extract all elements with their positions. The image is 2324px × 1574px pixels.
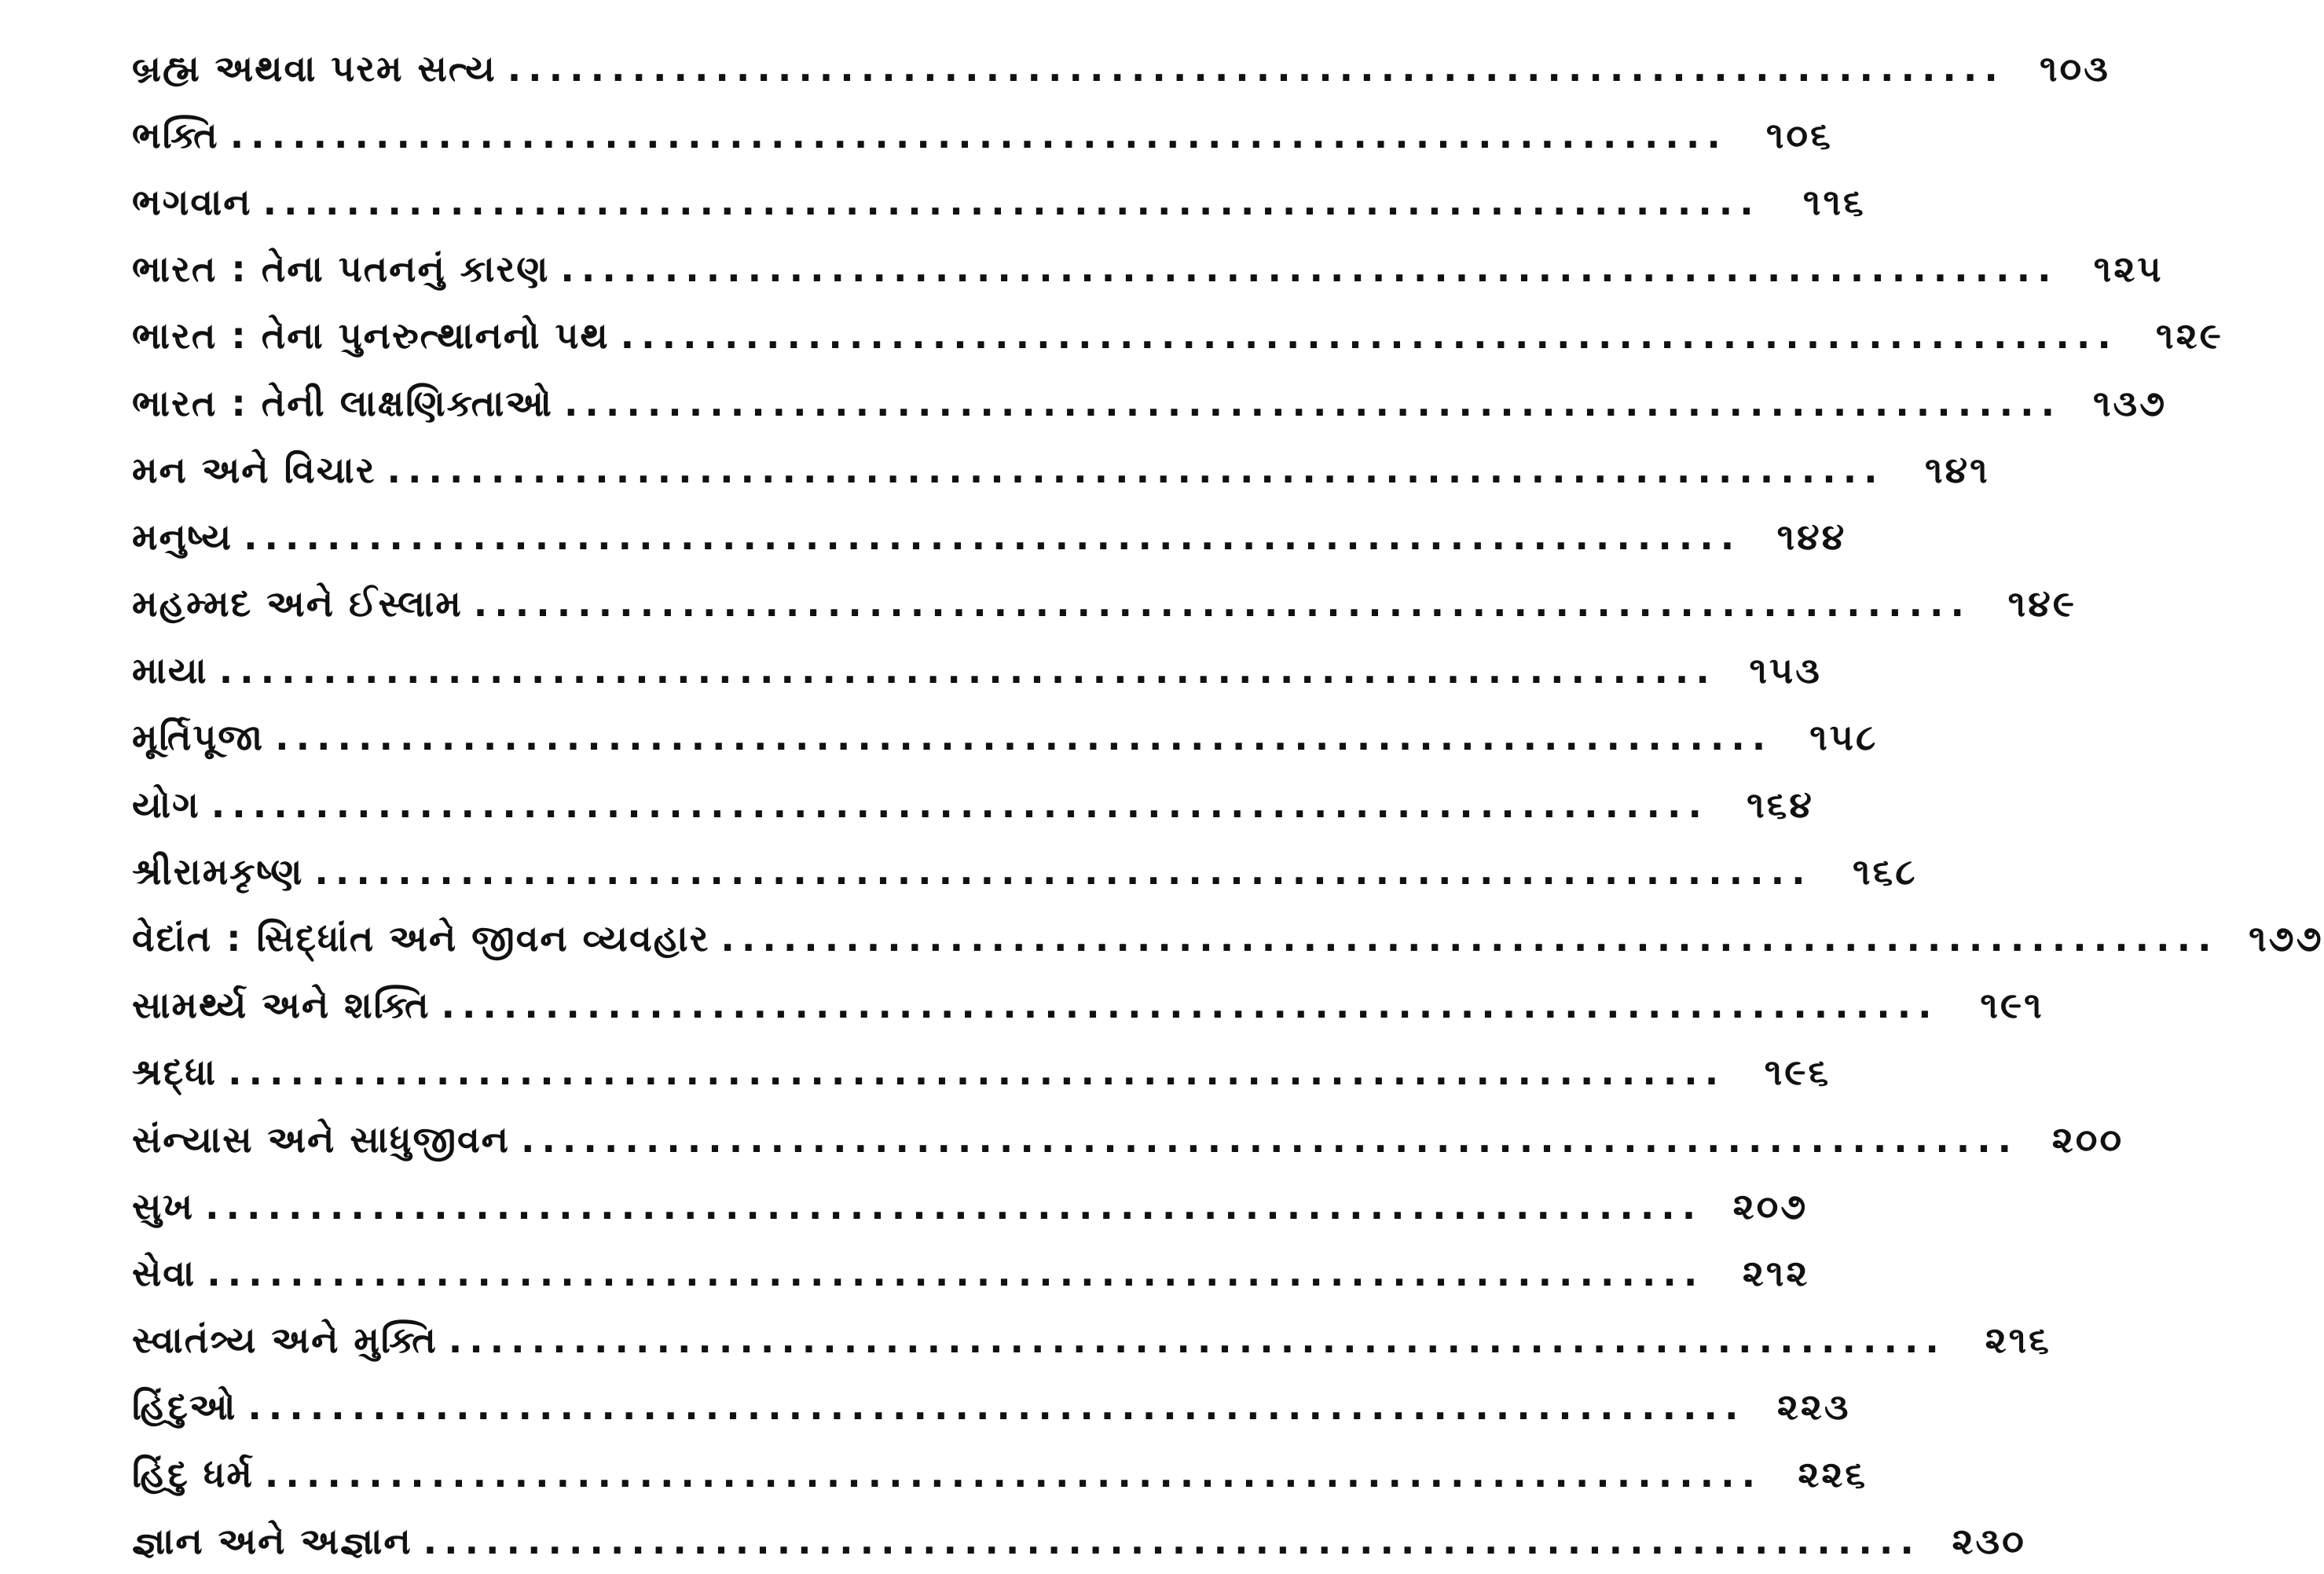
toc-entry-page: ૧૩૭ bbox=[2092, 381, 2168, 424]
toc-entry bbox=[132, 1374, 1851, 1440]
dot-leader: ........................................................................ bbox=[207, 1251, 1705, 1294]
toc-entry bbox=[132, 637, 1822, 704]
toc-entry bbox=[132, 1440, 1868, 1507]
toc-entry-page: ૧૬૪ bbox=[1747, 783, 1814, 826]
toc-entry-page: ૧૨૫ bbox=[2093, 248, 2164, 291]
toc-entry-page: ૧૦૩ bbox=[2039, 46, 2110, 90]
toc-entry-title: ભારત : તેના પુનરુત્થાનનો પથ bbox=[132, 314, 610, 358]
toc-entry bbox=[132, 436, 1990, 503]
toc-entry-title: મહમ્મદ અને ઈસ્લામ bbox=[132, 582, 463, 626]
toc-entry bbox=[132, 904, 2324, 971]
toc-entry bbox=[132, 503, 1847, 570]
toc-entry-page: ૨૩૦ bbox=[1952, 1519, 2026, 1562]
toc-entry bbox=[132, 704, 1879, 771]
toc-entry-page: ૨૦૦ bbox=[2051, 1117, 2124, 1161]
dot-leader: ........................................................................ bbox=[218, 649, 1717, 692]
toc-entry-title: યોગ bbox=[132, 783, 200, 826]
toc-entry-page: ૨૦૭ bbox=[1732, 1184, 1809, 1227]
toc-entry bbox=[132, 1172, 1809, 1239]
dot-leader: ........................................................................ bbox=[560, 248, 2058, 291]
dot-leader: ........................................................................ bbox=[229, 113, 1728, 156]
toc-entry-page: ૨૨૬ bbox=[1798, 1452, 1868, 1495]
toc-entry-title: જ્ઞાન અને અજ્ઞાન bbox=[132, 1519, 412, 1562]
toc-entry bbox=[132, 1106, 2124, 1172]
dot-leader: ........................................................................ bbox=[262, 180, 1761, 223]
dot-leader: ........................................................................ bbox=[314, 849, 1813, 893]
toc-entry-title: સ્વાતંત્ર્ય અને મુક્તિ bbox=[132, 1319, 438, 1362]
toc-entry-title: સેવા bbox=[132, 1251, 196, 1294]
toc-entry-page: ૧૫૩ bbox=[1749, 649, 1822, 692]
toc-entry-page: ૨૧૨ bbox=[1742, 1251, 1810, 1294]
toc-entry-title: સામર્થ્ય અને શક્તિ bbox=[132, 984, 431, 1027]
toc-entry-title: બ્રહ્મ અથવા પરમ સત્ય bbox=[132, 46, 497, 90]
toc-entry-page: ૧૪૯ bbox=[2007, 582, 2077, 626]
toc-entry bbox=[132, 369, 2168, 436]
toc-entry-page: ૧૬૮ bbox=[1852, 849, 1918, 893]
toc-entry-page: ૧૯૬ bbox=[1764, 1051, 1831, 1094]
dot-leader: ........................................................................ bbox=[244, 515, 1742, 558]
toc-entry-page: ૧૦૬ bbox=[1765, 113, 1833, 156]
toc-entry-title: મન અને વિચાર bbox=[132, 448, 376, 491]
dot-leader: ........................................................................ bbox=[520, 1117, 2019, 1161]
toc-entry-title: શ્રદ્ધા bbox=[132, 1051, 218, 1094]
toc-entry-title: ભારત : તેના પતનનું કારણ bbox=[132, 248, 550, 291]
dot-leader: ........................................................................ bbox=[205, 1184, 1703, 1227]
toc-entry-title: હિંદુઓ bbox=[132, 1385, 237, 1429]
dot-leader: ........................................................................ bbox=[507, 46, 2005, 90]
toc-entry bbox=[132, 838, 1918, 904]
toc-entry-title: સંન્યાસ અને સાધુજીવન bbox=[132, 1117, 510, 1161]
dot-leader: ........................................................................ bbox=[563, 381, 2062, 424]
toc-entry bbox=[132, 1307, 2051, 1374]
toc-entry bbox=[132, 771, 1814, 838]
toc-entry bbox=[132, 571, 2077, 637]
dot-leader: ........................................................................ bbox=[211, 783, 1709, 826]
toc-entry-title: માયા bbox=[132, 649, 208, 692]
toc-entry-title: ભગવાન bbox=[132, 180, 252, 223]
table-of-contents bbox=[132, 35, 2324, 1574]
toc-entry-page: ૧૯૧ bbox=[1980, 984, 2044, 1027]
dot-leader: ........................................................................ bbox=[228, 1051, 1726, 1094]
toc-entry bbox=[132, 35, 2110, 101]
toc-entry bbox=[132, 303, 2223, 369]
dot-leader: ........................................................................ bbox=[264, 1452, 1763, 1495]
dot-leader: ........................................................................ bbox=[387, 448, 1885, 491]
dot-leader: ........................................................................ bbox=[473, 582, 1971, 626]
dot-leader: ........................................................................ bbox=[441, 984, 1939, 1027]
toc-entry-page: ૧૪૪ bbox=[1776, 515, 1847, 558]
toc-entry bbox=[132, 1239, 1810, 1306]
toc-entry bbox=[132, 972, 2044, 1039]
toc-entry bbox=[132, 101, 1833, 168]
toc-entry bbox=[132, 168, 1866, 235]
toc-entry-page: ૧૪૧ bbox=[1925, 448, 1990, 491]
toc-entry-page: ૧૧૬ bbox=[1802, 180, 1866, 223]
toc-entry bbox=[132, 1039, 1831, 1106]
dot-leader: ........................................................................ bbox=[620, 314, 2118, 358]
toc-entry-page: ૧૨૯ bbox=[2156, 314, 2223, 358]
toc-entry-page: ૧૭૭ bbox=[2249, 917, 2324, 960]
toc-entry-page: ૨૨૩ bbox=[1776, 1385, 1851, 1429]
toc-entry-title: ભક્તિ bbox=[132, 113, 219, 156]
toc-entry-title: મૂર્તિપૂજા bbox=[132, 716, 265, 759]
toc-entry-title: મનુષ્ય bbox=[132, 515, 233, 558]
dot-leader: ........................................................................ bbox=[423, 1519, 1921, 1562]
toc-entry-title: વેદાંત : સિદ્ધાંત અને જીવન વ્યવહાર bbox=[132, 917, 710, 960]
toc-entry-title: હિંદુ ધર્મ bbox=[132, 1452, 254, 1495]
dot-leader: ........................................................................ bbox=[275, 716, 1773, 759]
dot-leader: ........................................................................ bbox=[247, 1385, 1746, 1429]
dot-leader: ........................................................................ bbox=[720, 917, 2219, 960]
toc-entry-title: સુખ bbox=[132, 1184, 195, 1227]
toc-entry-page: ૨૧૬ bbox=[1985, 1319, 2051, 1362]
toc-entry bbox=[132, 1507, 2026, 1574]
dot-leader: ........................................................................ bbox=[448, 1319, 1946, 1362]
toc-entry-title: શ્રીરામકૃષ્ણ bbox=[132, 849, 304, 893]
toc-entry bbox=[132, 236, 2164, 303]
toc-entry-title: ભારત : તેની લાક્ષણિક્તાઓ bbox=[132, 381, 553, 424]
toc-entry-page: ૧૫૮ bbox=[1809, 716, 1879, 759]
